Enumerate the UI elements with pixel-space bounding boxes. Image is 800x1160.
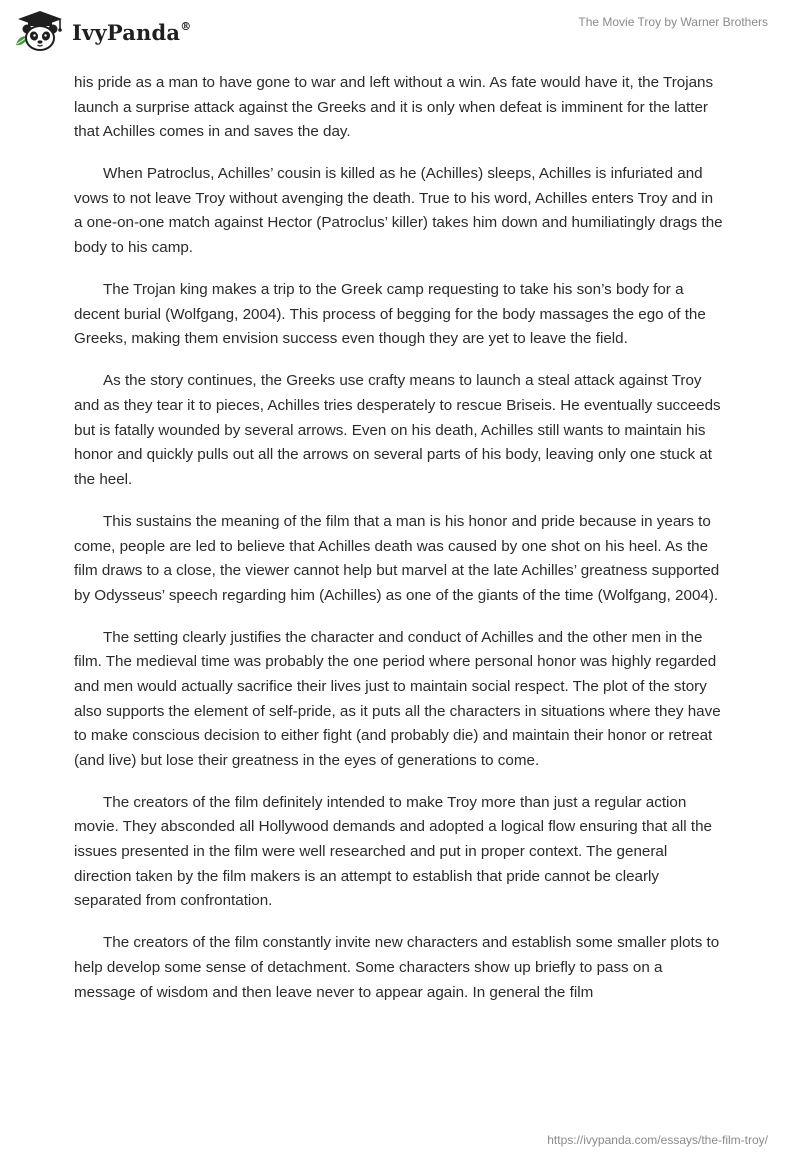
document-title: The Movie Troy by Warner Brothers: [578, 15, 768, 29]
paragraph: The Trojan king makes a trip to the Greek camp requesting to take his son’s body for a decent burial (Wolfgang, 2004). This process of begging for the body massages the ego of the Greeks, making them envision success even though they are yet to leave the field.: [74, 281, 706, 348]
essay-body: [74, 71, 724, 1023]
brand-name: [72, 20, 191, 45]
ivypanda-logo[interactable]: [14, 8, 191, 54]
page-header: [0, 0, 800, 60]
registered-mark: ®: [180, 19, 192, 33]
paragraph: The creators of the film definitely intended to make Troy more than just a regular action movie. They absconded all Hollywood demands and adopted a logical flow ensuring that all the issues presented in the film were well researched and put in proper context. The general direction taken by the film makers is an attempt to establish that pride cannot be clearly separated from confrontation.: [74, 793, 712, 910]
paragraph: The creators of the film constantly invite new characters and establish some smaller plots to help develop some sense of detachment. Some characters show up briefly to pass on a message of wisdom and then leave never to appear again. In general the film: [74, 934, 720, 1001]
paragraph: When Patroclus, Achilles’ cousin is killed as he (Achilles) sleeps, Achilles is infuriated and vows to not leave Troy without avenging the death. True to his word, Achilles enters Troy and in a one-on-one match against Hector (Patroclus’ killer) takes him down and humiliatingly drags the body to his camp.: [74, 165, 723, 257]
paragraph: This sustains the meaning of the film that a man is his honor and pride because in years to come, people are led to believe that Achilles death was caused by one shot on his heel. As the film draws to a close, the viewer cannot help but marvel at the late Achilles’ greatness supported by Odysseus’ speech regarding him (Achilles) as one of the giants of the time (Wolfgang, 2004).: [74, 512, 720, 604]
brand-text: IvyPanda: [72, 19, 181, 45]
paragraph: As the story continues, the Greeks use crafty means to launch a steal attack against Troy and as they tear it to pieces, Achilles tries desperately to rescue Briseis. He eventually succeeds but is fatally wounded by several arrows. Even on his death, Achilles still wants to maintain his honor and quickly pulls out all the arrows on several parts of his body, leaving only one stuck at the heel.: [74, 372, 721, 488]
source-url-link[interactable]: https://ivypanda.com/essays/the-film-troy/: [547, 1133, 768, 1147]
paragraph: his pride as a man to have gone to war and left without a win. As fate would have it, the Trojans launch a surprise attack against the Greeks and it is only when defeat is imminent for the latter that Achilles comes in and saves the day.: [74, 74, 714, 141]
paragraph: The setting clearly justifies the character and conduct of Achilles and the other men in the film. The medieval time was probably the one period where personal honor was highly regarded and men would actually sacrifice their lives just to maintain social respect. The plot of the story also supports the element of self-pride, as it puts all the characters in situations where they have to make conscious decision to either fight (and probably die) and maintain their honor or retreat (and live) but lose their greatness in the eyes of generations to come.: [74, 628, 721, 769]
panda-graduate-icon: [14, 9, 66, 53]
